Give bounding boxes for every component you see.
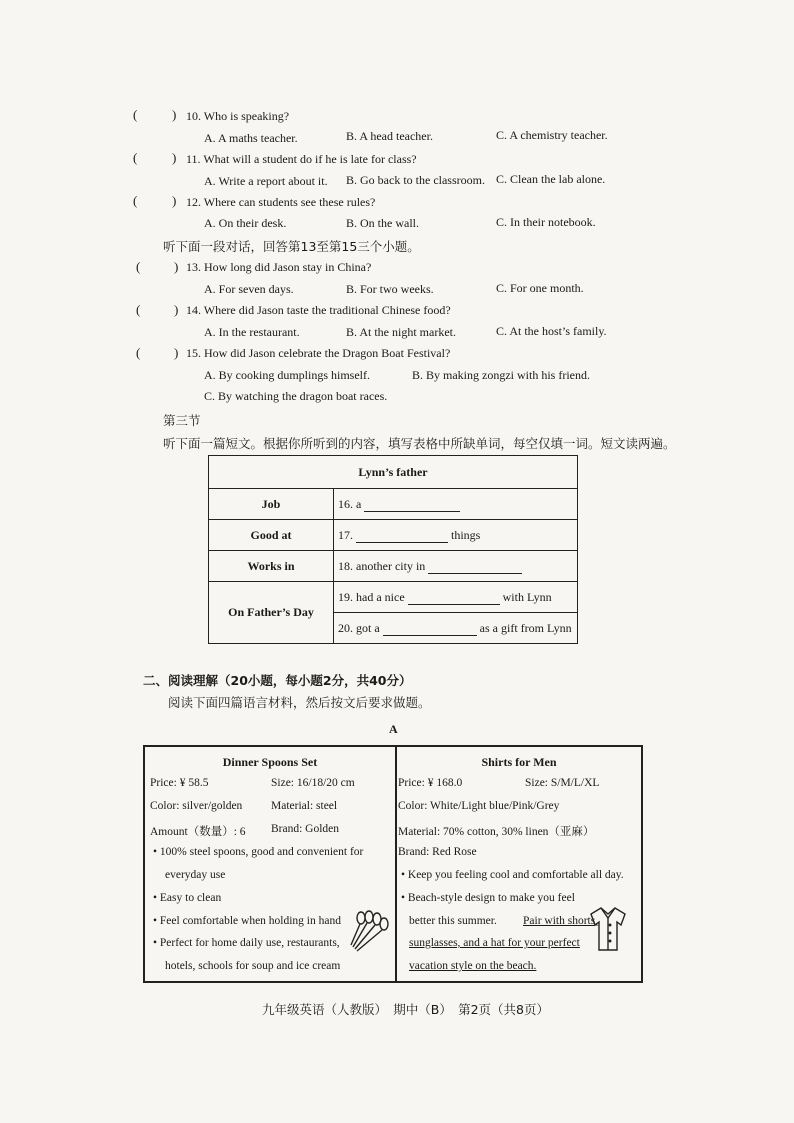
spoons-color: Color: silver/golden — [150, 800, 243, 812]
table-row — [209, 551, 578, 582]
spoons-icon — [345, 909, 391, 955]
q13-option-b: B. For two weeks. — [346, 282, 434, 296]
blank-20-prefix: 20. got a — [338, 620, 380, 635]
blank-20-line[interactable] — [383, 623, 477, 636]
answer-paren-close: ) — [174, 302, 179, 317]
blank-20-suffix: as a gift from Lynn — [479, 620, 572, 635]
row-label-job: Job — [209, 489, 334, 520]
product-ads-box — [143, 745, 643, 983]
shirts-ad — [397, 747, 641, 981]
shirts-bullet: • Keep you feeling cool and comfortable all day. — [401, 869, 624, 881]
table-row — [209, 520, 578, 551]
part2-instruction: 阅读下面四篇语言材料，然后按文后要求做题。 — [168, 695, 431, 710]
answer-paren-open: ( — [136, 259, 141, 274]
q10-option-c: C. A chemistry teacher. — [496, 128, 608, 142]
shirts-brand: Brand: Red Rose — [398, 846, 477, 858]
q13-option-a: A. For seven days. — [204, 282, 294, 296]
table-row — [209, 582, 578, 613]
answer-paren-close: ) — [174, 259, 179, 274]
blank-19[interactable] — [334, 582, 578, 613]
table-row — [209, 489, 578, 520]
q15-option-a: A. By cooking dumplings himself. — [204, 368, 370, 382]
question-12: 12. Where can students see these rules? — [186, 195, 376, 209]
spoons-size: Size: 16/18/20 cm — [271, 777, 355, 789]
q12-option-a: A. On their desk. — [204, 216, 287, 230]
answer-paren-close: ) — [172, 107, 177, 122]
blank-17-line[interactable] — [356, 530, 448, 543]
spoons-bullet: everyday use — [165, 869, 226, 881]
answer-paren-close: ) — [172, 193, 177, 208]
q14-option-b: B. At the night market. — [346, 325, 456, 339]
answer-paren-open: ( — [133, 193, 138, 208]
spoons-price: Price: ¥ 58.5 — [150, 777, 209, 789]
blank-18-line[interactable] — [428, 561, 522, 574]
question-14: 14. Where did Jason taste the traditional Chinese food? — [186, 303, 451, 317]
answer-paren-open: ( — [136, 345, 141, 360]
page-footer: 九年级英语（人教版） 期中（B） 第2页（共8页） — [262, 1002, 549, 1017]
shirts-size: Size: S/M/L/XL — [525, 777, 600, 789]
q11-option-b: B. Go back to the classroom. — [346, 173, 485, 187]
shirts-title: Shirts for Men — [481, 755, 557, 769]
blank-18[interactable] — [334, 551, 578, 582]
table-title: Lynn’s father — [209, 456, 578, 489]
blank-19-suffix: with Lynn — [502, 589, 552, 604]
q13-option-c: C. For one month. — [496, 281, 584, 295]
shirts-underlined: Pair with shorts, — [523, 915, 599, 927]
blank-17[interactable] — [334, 520, 578, 551]
q14-option-a: A. In the restaurant. — [204, 325, 300, 339]
blank-16[interactable] — [334, 489, 578, 520]
question-15: 15. How did Jason celebrate the Dragon Boat Festival? — [186, 346, 451, 360]
blank-17-prefix: 17. — [338, 527, 353, 542]
spoons-bullet: • 100% steel spoons, good and convenient for — [153, 846, 364, 858]
spoons-title: Dinner Spoons Set — [222, 755, 318, 769]
part2-title: 二、阅读理解（20小题，每小题2分，共40分） — [143, 673, 412, 688]
shirts-bullet: better this summer. — [409, 915, 497, 927]
q14-option-c: C. At the host’s family. — [496, 324, 607, 338]
q11-option-a: A. Write a report about it. — [204, 174, 328, 188]
question-10: 10. Who is speaking? — [186, 109, 290, 123]
answer-paren-open: ( — [133, 107, 138, 122]
answer-paren-close: ) — [174, 345, 179, 360]
blank-20[interactable] — [334, 613, 578, 644]
row-label-good-at: Good at — [209, 520, 334, 551]
section3-instruction: 听下面一篇短文。根据你所听到的内容，填写表格中所缺单词，每空仅填一词。短文读两遍。 — [163, 436, 676, 451]
blank-17-suffix: things — [451, 527, 481, 542]
spoons-bullet: • Perfect for home daily use, restaurants, — [153, 937, 340, 949]
q12-option-c: C. In their notebook. — [496, 215, 596, 229]
shirts-material: Material: 70% cotton, 30% linen（亚麻） — [398, 826, 595, 838]
answer-paren-close: ) — [172, 150, 177, 165]
spoons-bullet: hotels, schools for soup and ice cream — [165, 960, 341, 972]
question-11: 11. What will a student do if he is late for class? — [186, 152, 417, 166]
section3-title: 第三节 — [163, 413, 201, 428]
q10-option-a: A. A maths teacher. — [204, 131, 298, 145]
row-label-works-in: Works in — [209, 551, 334, 582]
spoons-material: Material: steel — [271, 800, 338, 812]
answer-paren-open: ( — [133, 150, 138, 165]
question-13: 13. How long did Jason stay in China? — [186, 260, 372, 274]
shirts-underlined: sunglasses, and a hat for your perfect — [409, 937, 580, 949]
q10-option-b: B. A head teacher. — [346, 129, 433, 143]
answer-paren-open: ( — [136, 302, 141, 317]
shirts-underlined: vacation style on the beach. — [409, 960, 537, 972]
shirts-bullet: • Beach-style design to make you feel — [401, 892, 575, 904]
spoons-ad — [145, 747, 397, 981]
q11-option-c: C. Clean the lab alone. — [496, 172, 606, 186]
q15-option-b: B. By making zongzi with his friend. — [412, 368, 590, 382]
row-label-fathers-day: On Father’s Day — [209, 582, 334, 644]
blank-19-prefix: 19. had a nice — [338, 589, 405, 604]
shirts-price: Price: ¥ 168.0 — [398, 777, 463, 789]
shirts-color: Color: White/Light blue/Pink/Grey — [398, 800, 560, 812]
q12-option-b: B. On the wall. — [346, 216, 419, 230]
blank-19-line[interactable] — [408, 592, 500, 605]
spoons-bullet: • Feel comfortable when holding in hand — [153, 915, 341, 927]
shirt-icon — [587, 905, 629, 953]
blank-16-prefix: 16. a — [338, 496, 362, 511]
blank-16-line[interactable] — [364, 499, 460, 512]
spoons-bullet: • Easy to clean — [153, 892, 222, 904]
spoons-amount: Amount（数量）: 6 — [150, 826, 246, 838]
passage-a-label: A — [389, 722, 398, 736]
spoons-brand: Brand: Golden — [271, 823, 340, 835]
instruction-13-15: 听下面一段对话，回答第13至第15三个小题。 — [163, 239, 420, 254]
blank-18-prefix: 18. another city in — [338, 558, 426, 573]
q15-option-c: C. By watching the dragon boat races. — [204, 389, 388, 403]
lynn-father-table — [208, 455, 578, 644]
